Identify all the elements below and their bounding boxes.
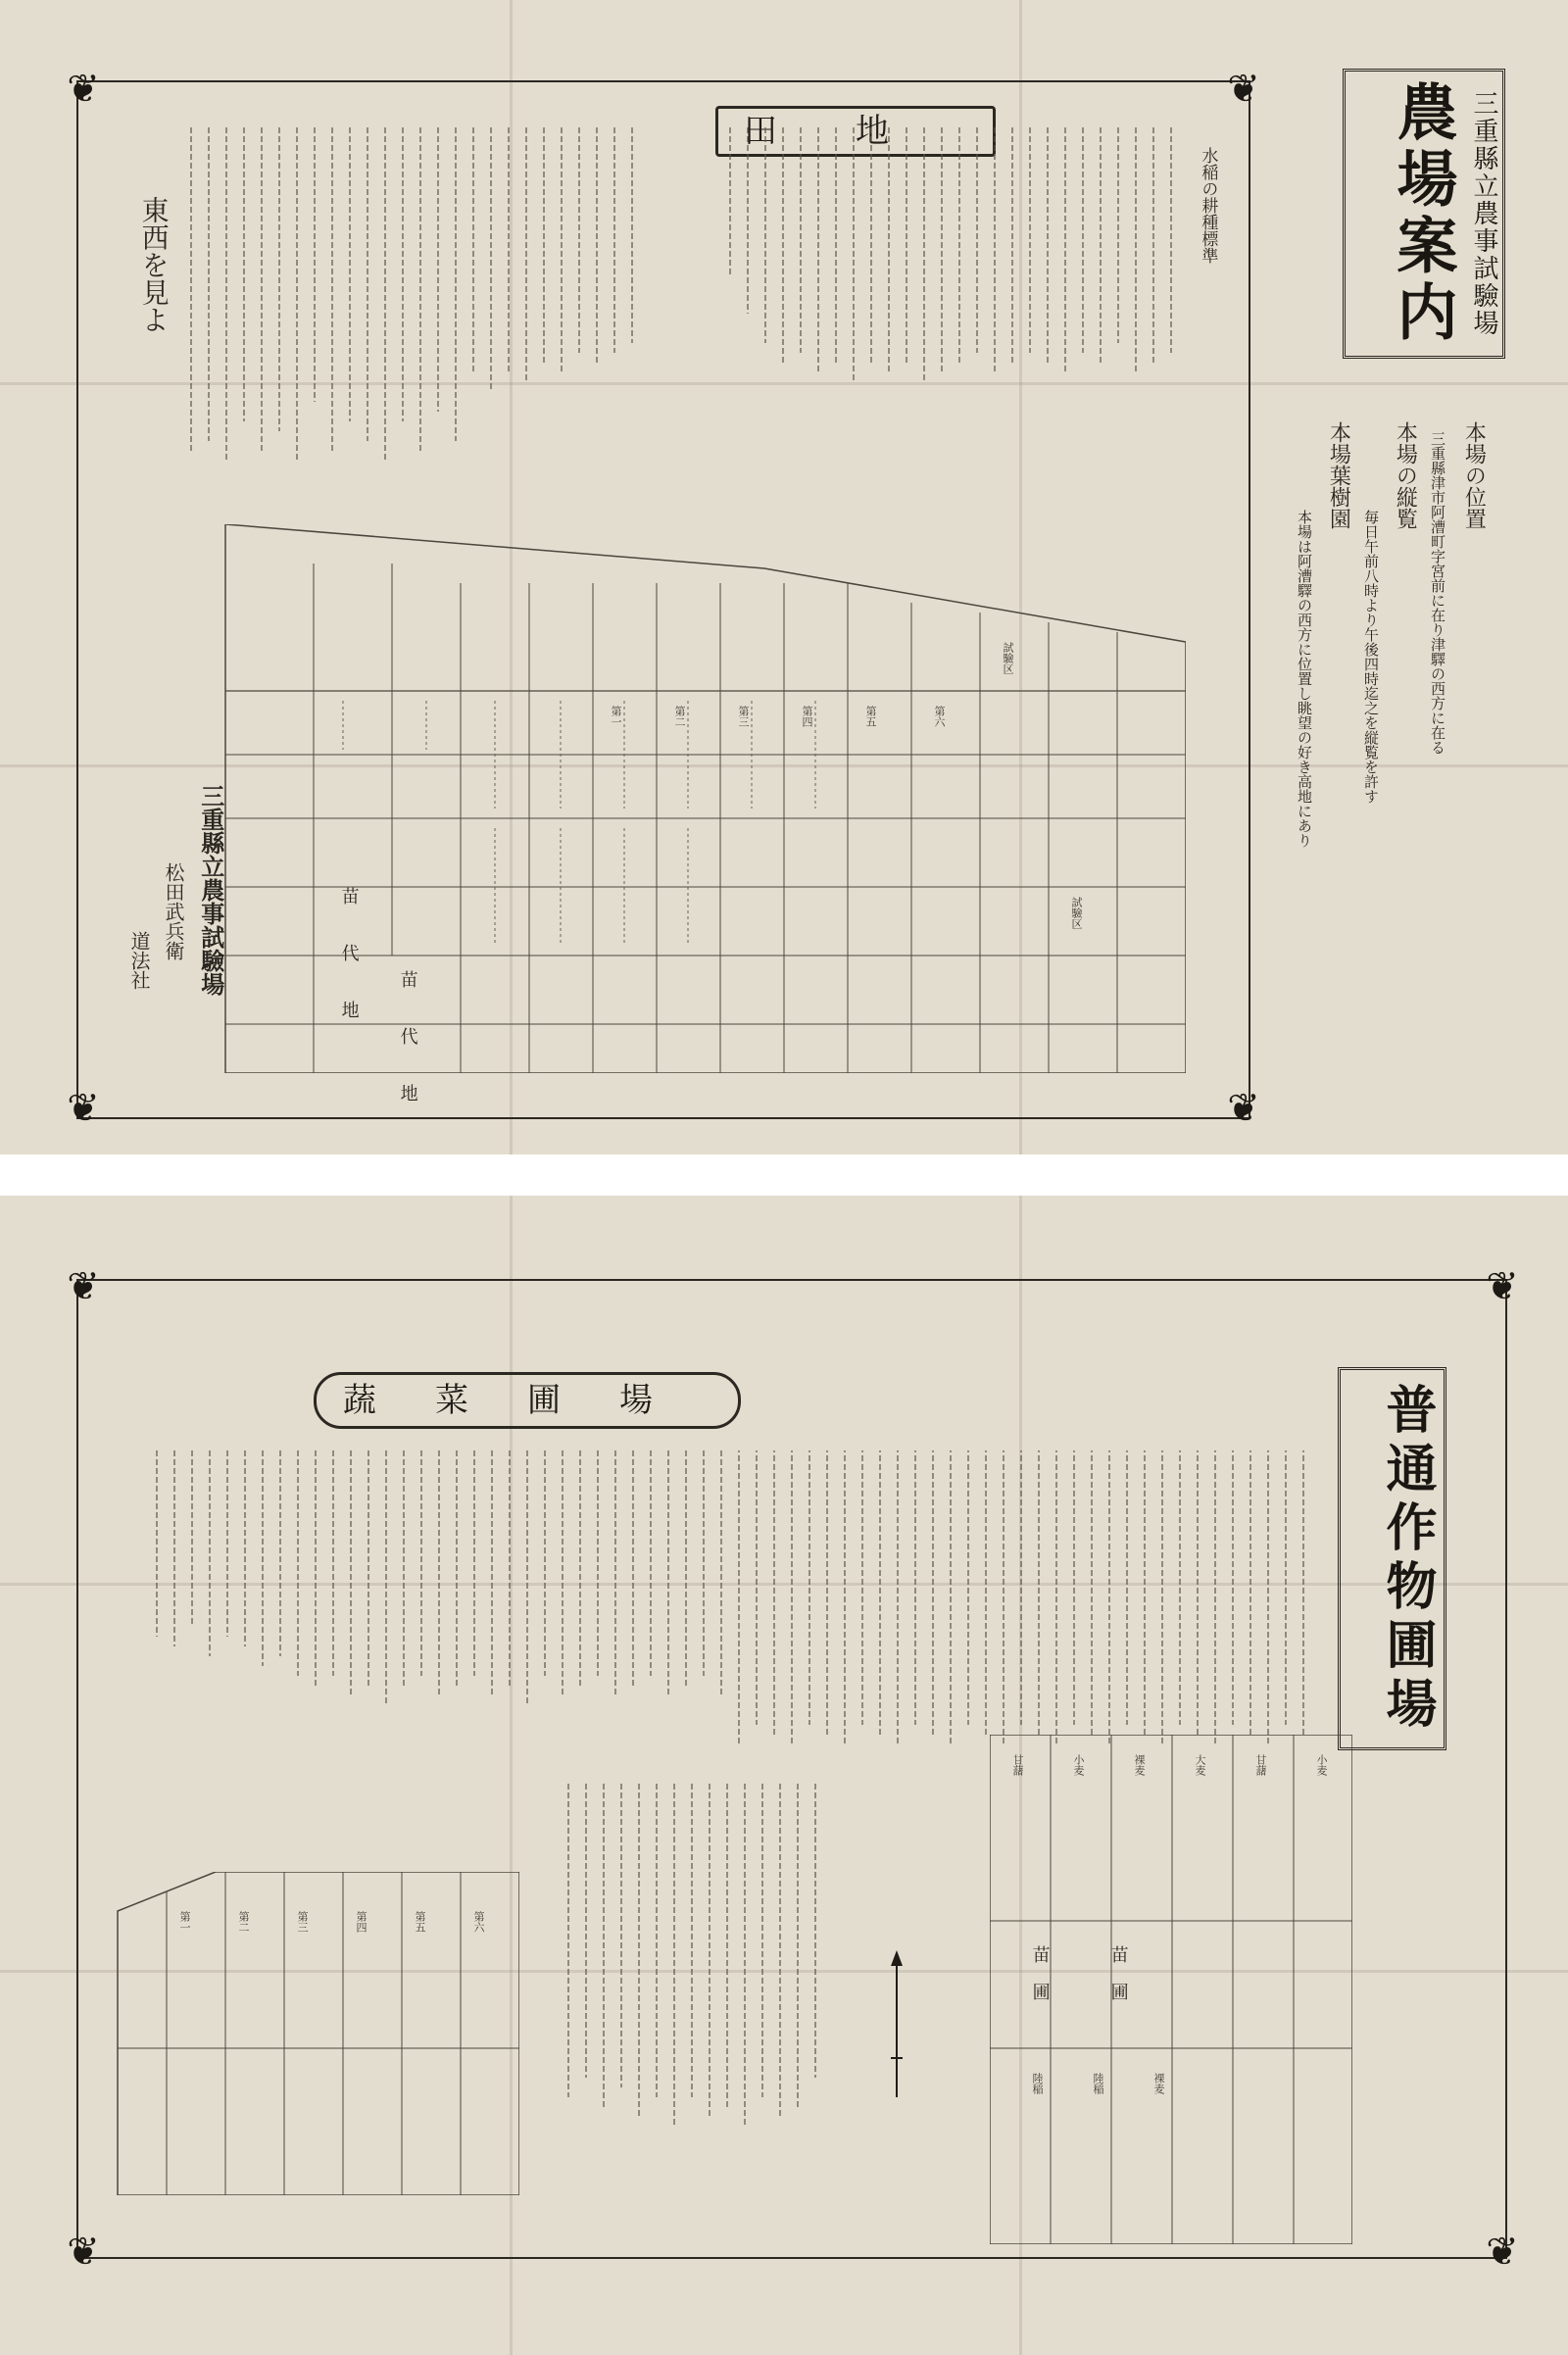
paddy-heading: 水稲の耕種標準: [1198, 147, 1218, 264]
printer-name: 松田武兵衛: [162, 862, 185, 960]
plot-number: 第三: [737, 706, 750, 727]
plot-number: 第一: [610, 706, 622, 727]
seedbed-label: 苗代地: [397, 970, 418, 1141]
crop-label: 小麦: [1072, 1754, 1085, 1776]
orchard-text: 本場は阿漕驛の西方に位置し眺望の好き高地にあり: [1296, 510, 1313, 848]
north-arrow-icon: [887, 1950, 906, 2107]
visit-heading: 本場の縦覧: [1393, 421, 1418, 529]
test-plot-label: 試驗区: [1070, 897, 1083, 929]
corner-ornament-icon: ❦: [67, 1264, 100, 1309]
corner-ornament-icon: ❦: [1227, 1086, 1260, 1131]
body-text-columns: [181, 127, 1191, 519]
crop-label: 甘藷: [1254, 1754, 1267, 1776]
printer-company: 道法社: [127, 931, 151, 990]
plot-map: [196, 524, 1186, 1141]
map-sheet-farm-guide: [0, 0, 1568, 1154]
plot-number: 第二: [673, 706, 686, 727]
location-heading: 本場の位置: [1461, 421, 1487, 529]
plot-number: 第五: [864, 706, 877, 727]
body-text-columns: [559, 1784, 853, 2156]
location-text: 三重縣津市阿漕町字宮前に在り津驛の西方に在る: [1429, 431, 1446, 755]
crop-label: 大麦: [1194, 1754, 1206, 1776]
corner-ornament-icon: ❦: [1486, 2230, 1519, 2275]
plot-number: 第四: [355, 1911, 368, 1933]
corner-ornament-icon: ❦: [1486, 1264, 1519, 1309]
orchard-heading: 本場葉樹園: [1326, 421, 1351, 529]
crop-label: 裸麦: [1133, 1754, 1146, 1776]
crop-label: 陸稲: [1031, 2073, 1044, 2094]
page-title: 農場案内: [1387, 80, 1458, 347]
corner-ornament-icon: ❦: [67, 67, 100, 112]
corner-ornament-icon: ❦: [67, 2230, 100, 2275]
plot-number: 第五: [414, 1911, 426, 1933]
test-plot-label: 試驗区: [1002, 642, 1014, 674]
plot-number: 第六: [933, 706, 946, 727]
publisher-name: 三重縣立農事試驗場: [196, 784, 225, 996]
field-banner: 田地: [715, 106, 996, 157]
seedbed-label: 苗代地: [338, 887, 360, 1057]
title-panel: [1343, 69, 1505, 359]
map-sheet-crop-fields: [0, 1196, 1568, 2355]
plot-number: 第二: [237, 1911, 250, 1933]
crop-label: 小麦: [1315, 1754, 1328, 1776]
plot-number: 第六: [472, 1911, 485, 1933]
page-title: 普通作物圃場: [1377, 1382, 1437, 1736]
vegetable-plot-grid: [98, 1872, 519, 2195]
plot-number: 第一: [178, 1911, 191, 1933]
title-panel: [1338, 1367, 1446, 1750]
subtitle: 三重縣立農事試驗場: [1469, 90, 1498, 337]
crop-label: 陸稲: [1092, 2073, 1104, 2094]
corner-ornament-icon: ❦: [67, 1086, 100, 1131]
crop-label: 裸麦: [1152, 2073, 1165, 2094]
orientation-note: 東西を見よ: [137, 196, 171, 333]
nursery-label: 苗圃: [1107, 1945, 1129, 2020]
nursery-label: 苗圃: [1029, 1945, 1051, 2020]
plot-number: 第四: [801, 706, 813, 727]
crop-label: 甘藷: [1011, 1754, 1024, 1776]
visit-text: 毎日午前八時より午後四時迄之を縦覧を許す: [1362, 510, 1380, 804]
corner-ornament-icon: ❦: [1227, 67, 1260, 112]
vegetable-field-banner: 蔬菜圃場: [314, 1372, 741, 1429]
plot-number: 第三: [296, 1911, 309, 1933]
crop-plot-grid: [990, 1735, 1352, 2244]
